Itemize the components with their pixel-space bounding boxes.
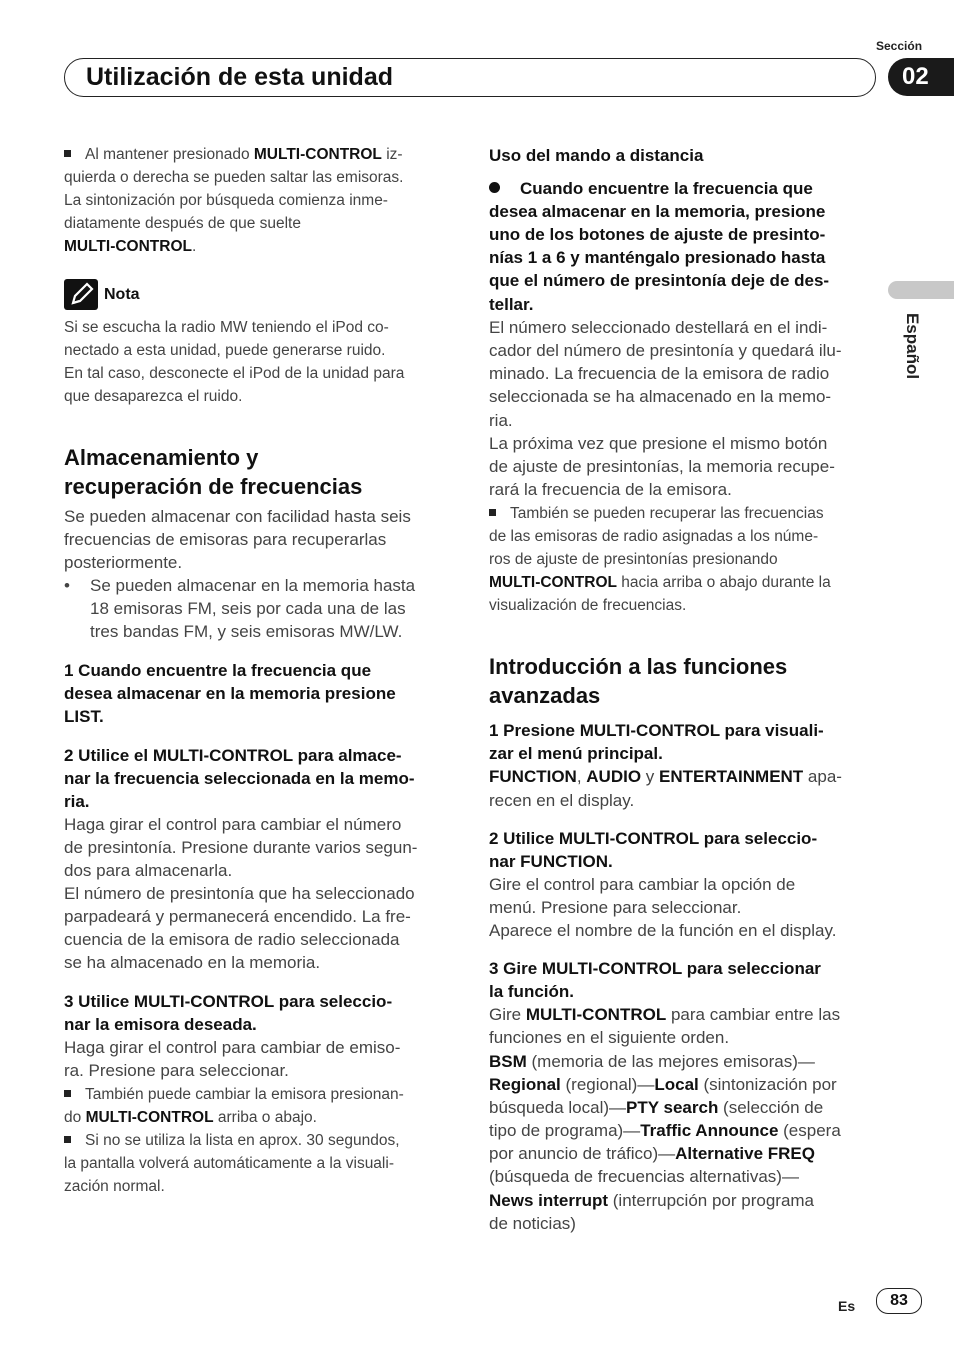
text-line: por anuncio de tráfico)—Alternative FREQ [489,1144,815,1163]
step-heading: nar FUNCTION. [489,852,613,871]
square-bullet-icon [64,1090,71,1097]
step-heading: nar la frecuencia seleccionada en la memo- [64,769,415,788]
step-heading: 2 Utilice MULTI-CONTROL para seleccio- [489,829,818,848]
text-line: que desaparezca el ruido. [64,388,243,405]
section-label: Sección [876,39,923,53]
text-line: posteriormente. [64,553,183,572]
text-line: tres bandas FM, y seis emisoras MW/LW. [90,622,403,641]
text-line: ria. [489,411,513,430]
text-line: cuencia de la emisora de radio seleccionada [64,930,400,949]
step-heading: ria. [64,792,90,811]
bullet-step: Cuando encuentre la frecuencia que [489,177,877,200]
text-line: rará la frecuencia de la emisora. [489,480,732,499]
text-line: funciones en el siguiente orden. [489,1028,730,1047]
text-line: ra. Presione para seleccionar. [64,1061,289,1080]
list-item: • Se pueden almacenar en la memoria hasta [64,576,416,595]
heading-store: Almacenamiento y [64,445,259,470]
text-line: menú. Presione para seleccionar. [489,898,742,917]
step-heading: LIST. [64,707,104,726]
text-line: se ha almacenado en la memoria. [64,953,321,972]
text-line: El número de presintonía que ha seleccionado [64,884,415,903]
subheading-remote: Uso del mando a distancia [489,146,704,165]
text-line: Haga girar el control para cambiar el número [64,815,402,834]
heading-advanced: Introducción a las funciones [489,654,788,679]
text-line: tipo de programa)—Traffic Announce (espera [489,1121,841,1140]
note-line: do MULTI-CONTROL arriba o abajo. [64,1109,317,1126]
square-bullet-icon [489,509,496,516]
pencil-note-icon [64,279,98,310]
step-heading: zar el menú principal. [489,744,663,763]
step-heading: nías 1 a 6 y manténgalo presionado hasta [489,248,826,267]
text-line: Si se escucha la radio MW teniendo el iPod co- [64,319,389,336]
text-line: La sintonización por búsqueda comienza inme- [64,192,388,209]
step-heading: 2 Utilice el MULTI-CONTROL para almace- [64,746,402,765]
text-line: nectado a esta unidad, puede generarse ruido. [64,342,386,359]
text-line: Gire el control para cambiar la opción de [489,875,796,894]
heading-advanced: avanzadas [489,683,601,708]
step-heading: 1 Presione MULTI-CONTROL para visuali- [489,721,824,740]
text-line: visualización de frecuencias. [489,597,687,614]
text-line: de ajuste de presintonías, la memoria recupe- [489,457,835,476]
text-line: Haga girar el control para cambiar de emiso- [64,1038,401,1057]
square-bullet-icon [64,150,71,157]
text-line: la pantalla volverá automáticamente a la visuali- [64,1155,394,1172]
note-line: Si no se utiliza la lista en aprox. 30 segundos, [64,1129,452,1152]
text-line: BSM (memoria de las mejores emisoras)— [489,1052,815,1071]
text-line: (búsqueda de frecuencias alternativas)— [489,1167,799,1186]
heading-store: recuperación de frecuencias [64,474,363,499]
step-heading: 1 Cuando encuentre la frecuencia que [64,661,372,680]
paragraph: Al mantener presionado MULTI-CONTROL iz- [64,143,452,166]
text-line: seleccionada se ha almacenado en la memo- [489,387,832,406]
step-heading: que el número de presintonía deje de des- [489,271,830,290]
page-title: Utilización de esta unidad [86,63,393,91]
step-heading: 3 Utilice MULTI-CONTROL para seleccio- [64,992,393,1011]
text-line: El número seleccionado destellará en el indi- [489,318,828,337]
text-line: Se pueden almacenar con facilidad hasta seis [64,507,411,526]
language-tab [888,281,954,299]
text-line: ros de ajuste de presintonías presionando [489,551,778,568]
text-line: 18 emisoras FM, seis por cada una de las [90,599,406,618]
text-line: parpadeará y permanecerá encendido. La fre- [64,907,411,926]
text-line: de presintonía. Presione durante varios segun- [64,838,418,857]
note-line: También se pueden recuperar las frecuencias [489,502,877,525]
text-line: recen en el display. [489,791,635,810]
step-heading: nar la emisora deseada. [64,1015,257,1034]
step-heading: desea almacenar en la memoria, presione [489,202,826,221]
language-label: Español [903,312,922,380]
text-line: FUNCTION, AUDIO y ENTERTAINMENT apa- [489,767,842,786]
text-line: Aparece el nombre de la función en el display. [489,921,837,940]
footer-language-code: Es [838,1298,856,1314]
text-line: frecuencias de emisoras para recuperarlas [64,530,387,549]
step-heading: desea almacenar en la memoria presione [64,684,396,703]
text-line: MULTI-CONTROL. [64,238,197,255]
text-line: Regional (regional)—Local (sintonización por [489,1075,837,1094]
text-line: quierda o derecha se pueden saltar las emisoras. [64,169,404,186]
text-line: de las emisoras de radio asignadas a los núme- [489,528,819,545]
text-line: de noticias) [489,1214,576,1233]
text-line: En tal caso, desconecte el iPod de la unidad para [64,365,405,382]
note-title: Nota [104,286,140,303]
step-heading: uno de los botones de ajuste de presinto- [489,225,826,244]
text-line: cador del número de presintonía y quedará ilu- [489,341,842,360]
text-line: diatamente después de que suelte [64,215,301,232]
text-line: dos para almacenarla. [64,861,233,880]
text-line: Gire MULTI-CONTROL para cambiar entre las [489,1005,841,1024]
note-line: También puede cambiar la emisora presionan- [64,1083,452,1106]
text-line: MULTI-CONTROL hacia arriba o abajo durante la [489,574,831,591]
step-heading: 3 Gire MULTI-CONTROL para seleccionar [489,959,821,978]
step-heading: la función. [489,982,574,1001]
text-line: zación normal. [64,1178,165,1195]
text-line: News interrupt (interrupción por programa [489,1191,815,1210]
text-line: La próxima vez que presione el mismo botón [489,434,828,453]
text-line: búsqueda local)—PTY search (selección de [489,1098,824,1117]
step-heading: tellar. [489,295,534,314]
text-line: minado. La frecuencia de la emisora de radio [489,364,830,383]
bullet-dot-icon [489,182,500,193]
square-bullet-icon [64,1136,71,1143]
section-number-badge: 02 [888,58,954,96]
page-number: 83 [876,1288,922,1314]
